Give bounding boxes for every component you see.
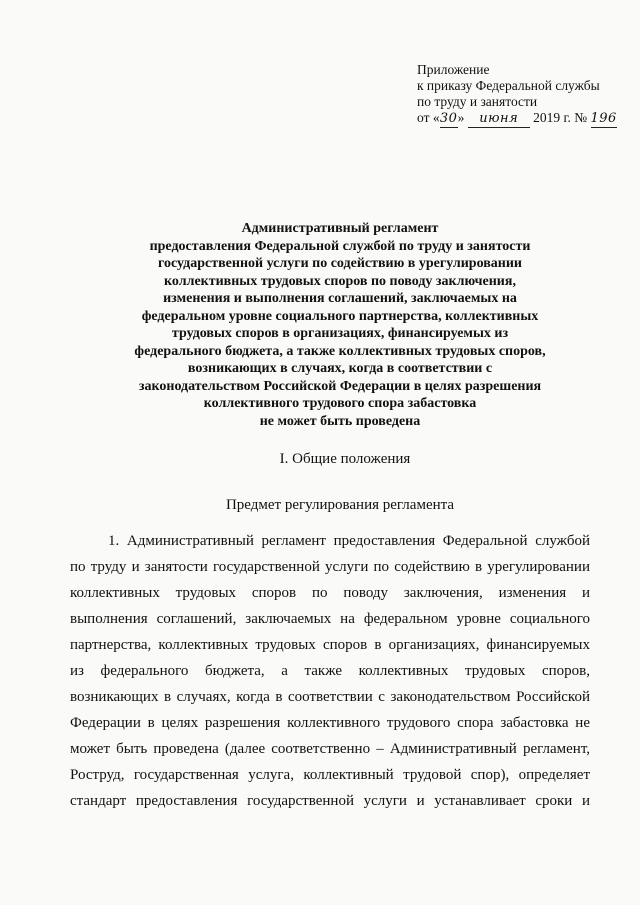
date-month: июня	[468, 111, 530, 128]
body-line: Роструд, государственная услуга, коллективный трудовой спор), определяет	[70, 767, 590, 783]
body-line: может быть проведена (далее соответственно – Административный регламент,	[70, 741, 590, 757]
title-line: коллективного трудового спора забастовка	[203, 396, 477, 411]
body-line: партнерства, коллективных трудовых споров в организациях, финансируемых	[70, 637, 590, 653]
title-line: возникающих в случаях, когда в соответствии с	[187, 361, 493, 376]
title-line: предоставления Федеральной службой по труду и занятости	[149, 238, 531, 254]
body-line: выполнения соглашений, заключаемых на федеральном уровне социального	[70, 611, 590, 627]
document-title	[80, 220, 600, 430]
title-line: не может быть проведена	[259, 413, 421, 429]
order-number: 196	[590, 111, 617, 126]
section-heading: I. Общие положения	[279, 451, 411, 467]
date-day: 30	[439, 111, 458, 126]
header-date-line	[417, 110, 617, 128]
body-line: из федерального бюджета, а также коллективных трудовых споров,	[70, 663, 590, 679]
body-line: Федерации в целях разрешения коллективного трудового спора забастовка не	[70, 715, 590, 731]
title-line: федерального бюджета, а также коллективных трудовых споров,	[134, 343, 546, 359]
title-line: федеральном уровне социального партнерства, коллективных	[141, 308, 539, 324]
body-line: возникающих в случаях, когда в соответствии с законодательством Российской	[70, 689, 590, 705]
title-line: изменения и выполнения соглашений, заключаемых на	[163, 291, 517, 306]
header-line-labor: по труду и занятости	[417, 94, 538, 109]
date-prefix: от «	[417, 110, 440, 125]
body-paragraph	[70, 528, 590, 814]
body-line: 1. Административный регламент предоставления Федеральной службой	[108, 533, 590, 549]
body-line: коллективных трудовых споров по поводу заключения, изменения и	[70, 585, 590, 601]
body-line: стандарт предоставления государственной услуги и устанавливает сроки и	[70, 793, 590, 809]
header-line-appendix: Приложение	[417, 62, 490, 77]
body-line: по труду и занятости государственной услуги по содействию в урегулировании	[70, 559, 590, 575]
title-line: Административный регламент	[241, 221, 439, 236]
appendix-header	[417, 62, 617, 128]
title-line: законодательством Российской Федерации в целях разрешения	[138, 378, 542, 394]
date-mid: »	[457, 110, 465, 125]
date-year: 2019 г. №	[533, 110, 588, 125]
header-line-order: к приказу Федеральной службы	[417, 78, 600, 93]
section-subheading: Предмет регулирования регламента	[225, 497, 455, 513]
title-line: коллективных трудовых споров по поводу заключения,	[164, 273, 516, 289]
title-line: трудовых споров в организациях, финансируемых из	[171, 326, 509, 341]
title-line: государственной услуги по содействию в урегулировании	[158, 256, 522, 271]
